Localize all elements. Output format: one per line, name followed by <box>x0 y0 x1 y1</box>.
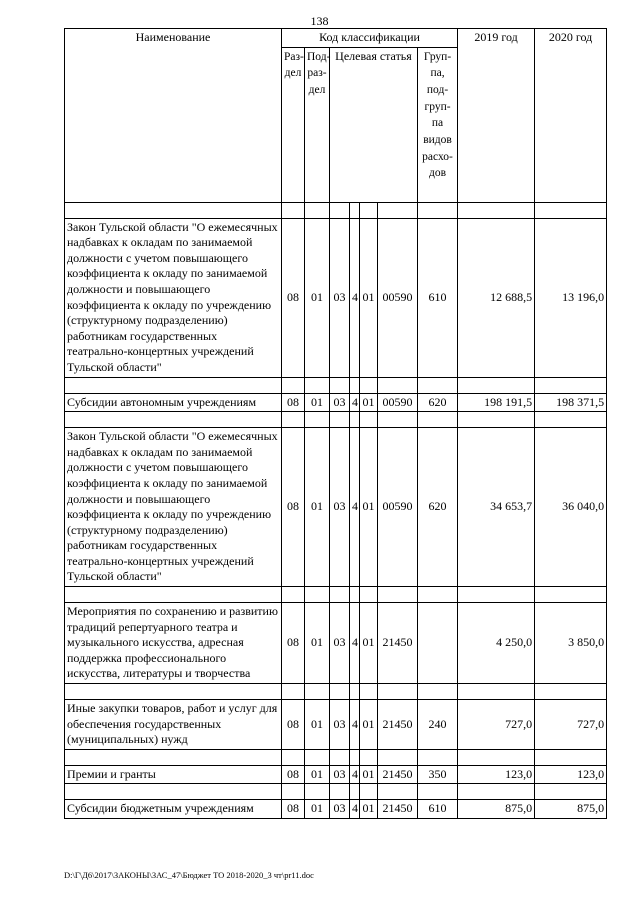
separator-cell <box>418 202 458 218</box>
separator-cell <box>535 784 607 800</box>
target-program-cell: 03 <box>330 428 350 587</box>
target-event-cell: 01 <box>360 218 378 377</box>
razdel-cell: 08 <box>282 765 305 784</box>
separator-cell <box>360 412 378 428</box>
amount-2020-cell: 875,0 <box>535 800 607 819</box>
separator-cell <box>350 202 360 218</box>
separator-cell <box>458 587 535 603</box>
separator-cell <box>418 684 458 700</box>
separator-cell <box>330 749 350 765</box>
podrazdel-cell: 01 <box>305 700 330 750</box>
amount-2019-cell: 4 250,0 <box>458 603 535 684</box>
razdel-cell: 08 <box>282 603 305 684</box>
amount-2020-cell: 198 371,5 <box>535 393 607 412</box>
amount-2019-cell: 875,0 <box>458 800 535 819</box>
classification-header: Код классификации <box>282 29 458 48</box>
target-event-cell: 01 <box>360 765 378 784</box>
podrazdel-cell: 01 <box>305 800 330 819</box>
row-name: Субсидии автономным учреждениям <box>65 393 282 412</box>
separator-cell <box>535 202 607 218</box>
separator-cell <box>378 784 418 800</box>
amount-2020-cell: 727,0 <box>535 700 607 750</box>
amount-2020-cell: 13 196,0 <box>535 218 607 377</box>
table-row <box>65 428 607 587</box>
expense-group-cell: 620 <box>418 393 458 412</box>
target-program-cell: 03 <box>330 765 350 784</box>
razdel-cell: 08 <box>282 218 305 377</box>
target-program-cell: 03 <box>330 218 350 377</box>
target-subprogram-cell: 4 <box>350 393 360 412</box>
separator-cell <box>360 749 378 765</box>
target-subprogram-cell: 4 <box>350 603 360 684</box>
separator-cell <box>330 377 350 393</box>
row-separator <box>65 684 607 700</box>
amount-2019-cell: 123,0 <box>458 765 535 784</box>
razdel-cell: 08 <box>282 428 305 587</box>
expense-group-header: Груп-па, под-груп-па видов расхо-дов <box>418 47 458 202</box>
podrazdel-cell: 01 <box>305 428 330 587</box>
page-number: 138 <box>310 14 329 28</box>
separator-cell <box>360 202 378 218</box>
table-row <box>65 765 607 784</box>
separator-cell <box>458 749 535 765</box>
row-separator <box>65 749 607 765</box>
amount-2019-cell: 198 191,5 <box>458 393 535 412</box>
separator-cell <box>350 784 360 800</box>
year-2019-header: 2019 год <box>458 29 535 203</box>
podrazdel-header: Под-раз-дел <box>305 47 330 202</box>
separator-cell <box>535 684 607 700</box>
amount-2020-cell: 36 040,0 <box>535 428 607 587</box>
expense-group-cell: 240 <box>418 700 458 750</box>
separator-cell <box>305 202 330 218</box>
separator-cell <box>330 684 350 700</box>
razdel-cell: 08 <box>282 393 305 412</box>
target-direction-cell: 21450 <box>378 800 418 819</box>
separator-cell <box>418 784 458 800</box>
amount-2020-cell: 123,0 <box>535 765 607 784</box>
amount-2019-cell: 12 688,5 <box>458 218 535 377</box>
separator-cell <box>330 784 350 800</box>
separator-cell <box>65 412 282 428</box>
table-row <box>65 603 607 684</box>
target-direction-cell: 21450 <box>378 765 418 784</box>
separator-cell <box>458 784 535 800</box>
separator-cell <box>350 587 360 603</box>
separator-cell <box>418 587 458 603</box>
separator-cell <box>360 684 378 700</box>
podrazdel-cell: 01 <box>305 603 330 684</box>
table-row <box>65 700 607 750</box>
separator-cell <box>305 412 330 428</box>
razdel-cell: 08 <box>282 700 305 750</box>
separator-cell <box>282 412 305 428</box>
separator-cell <box>458 412 535 428</box>
target-event-cell: 01 <box>360 800 378 819</box>
separator-cell <box>305 784 330 800</box>
expense-group-cell: 610 <box>418 800 458 819</box>
table-row <box>65 393 607 412</box>
target-subprogram-cell: 4 <box>350 765 360 784</box>
row-name: Премии и гранты <box>65 765 282 784</box>
row-name: Закон Тульской области "О ежемесячных надбавках к окладам по занимаемой должности с учетом повышающего коэффициента к окладу по занимаемой должности и повышающего коэффициента к окладу по учреждению (структурному подразделению) работникам государственных театрально-концертных учреждений Тульской области" <box>65 428 282 587</box>
separator-cell <box>418 412 458 428</box>
podrazdel-cell: 01 <box>305 765 330 784</box>
separator-cell <box>330 412 350 428</box>
separator-cell <box>65 202 282 218</box>
header-row <box>65 29 607 48</box>
target-subprogram-cell: 4 <box>350 800 360 819</box>
separator-cell <box>458 377 535 393</box>
target-program-cell: 03 <box>330 393 350 412</box>
row-separator <box>65 412 607 428</box>
separator-cell <box>378 684 418 700</box>
target-subprogram-cell: 4 <box>350 428 360 587</box>
separator-cell <box>305 749 330 765</box>
separator-cell <box>378 202 418 218</box>
separator-cell <box>378 587 418 603</box>
razdel-header: Раз-дел <box>282 47 305 202</box>
row-name: Субсидии бюджетным учреждениям <box>65 800 282 819</box>
row-name: Иные закупки товаров, работ и услуг для обеспечения государственных (муниципальных) нужд <box>65 700 282 750</box>
separator-cell <box>65 749 282 765</box>
name-header: Наименование <box>65 29 282 203</box>
separator-cell <box>282 684 305 700</box>
separator-cell <box>350 749 360 765</box>
target-direction-cell: 00590 <box>378 218 418 377</box>
expense-group-cell: 350 <box>418 765 458 784</box>
podrazdel-cell: 01 <box>305 218 330 377</box>
row-separator <box>65 377 607 393</box>
separator-cell <box>350 684 360 700</box>
target-subprogram-cell: 4 <box>350 700 360 750</box>
separator-cell <box>305 587 330 603</box>
separator-cell <box>305 684 330 700</box>
file-path-footer: D:\Г\Д6\2017\ЗАКОНЫ\ЗАС_47\Бюджет ТО 2018-2020_3 чт\pr11.doc <box>64 870 314 880</box>
separator-cell <box>350 412 360 428</box>
separator-cell <box>360 587 378 603</box>
separator-cell <box>378 377 418 393</box>
target-article-header: Целевая статья <box>330 47 418 202</box>
separator-cell <box>282 587 305 603</box>
amount-2019-cell: 727,0 <box>458 700 535 750</box>
separator-cell <box>330 202 350 218</box>
expense-group-cell: 610 <box>418 218 458 377</box>
separator-cell <box>330 587 350 603</box>
separator-cell <box>418 749 458 765</box>
separator-cell <box>65 784 282 800</box>
separator-cell <box>282 377 305 393</box>
target-program-cell: 03 <box>330 800 350 819</box>
amount-2020-cell: 3 850,0 <box>535 603 607 684</box>
expense-group-cell <box>418 603 458 684</box>
separator-cell <box>282 784 305 800</box>
separator-cell <box>360 784 378 800</box>
separator-cell <box>282 202 305 218</box>
podrazdel-cell: 01 <box>305 393 330 412</box>
separator-cell <box>360 377 378 393</box>
target-direction-cell: 00590 <box>378 393 418 412</box>
separator-cell <box>458 202 535 218</box>
separator-cell <box>458 684 535 700</box>
separator-cell <box>535 749 607 765</box>
separator-cell <box>535 377 607 393</box>
target-direction-cell: 21450 <box>378 603 418 684</box>
target-program-cell: 03 <box>330 603 350 684</box>
row-separator <box>65 784 607 800</box>
row-name: Закон Тульской области "О ежемесячных надбавках к окладам по занимаемой должности с учетом повышающего коэффициента к окладу по занимаемой должности и повышающего коэффициента к окладу по учреждению (структурному подразделению) работникам государственных театрально-концертных учреждений Тульской области" <box>65 218 282 377</box>
target-subprogram-cell: 4 <box>350 218 360 377</box>
table-row <box>65 800 607 819</box>
separator-cell <box>378 412 418 428</box>
table-row <box>65 218 607 377</box>
budget-table <box>64 28 607 819</box>
target-event-cell: 01 <box>360 603 378 684</box>
separator-cell <box>350 377 360 393</box>
row-name: Мероприятия по сохранению и развитию традиций репертуарного театра и музыкального искусства, адресная поддержка профессионального искусства, литературы и творчества <box>65 603 282 684</box>
separator-cell <box>378 749 418 765</box>
year-2020-header: 2020 год <box>535 29 607 203</box>
separator-cell <box>418 377 458 393</box>
target-direction-cell: 00590 <box>378 428 418 587</box>
expense-group-cell: 620 <box>418 428 458 587</box>
target-program-cell: 03 <box>330 700 350 750</box>
razdel-cell: 08 <box>282 800 305 819</box>
row-separator <box>65 202 607 218</box>
separator-cell <box>305 377 330 393</box>
separator-cell <box>65 587 282 603</box>
separator-cell <box>282 749 305 765</box>
target-direction-cell: 21450 <box>378 700 418 750</box>
separator-cell <box>65 377 282 393</box>
target-event-cell: 01 <box>360 700 378 750</box>
target-event-cell: 01 <box>360 428 378 587</box>
separator-cell <box>65 684 282 700</box>
target-event-cell: 01 <box>360 393 378 412</box>
separator-cell <box>535 587 607 603</box>
amount-2019-cell: 34 653,7 <box>458 428 535 587</box>
row-separator <box>65 587 607 603</box>
separator-cell <box>535 412 607 428</box>
